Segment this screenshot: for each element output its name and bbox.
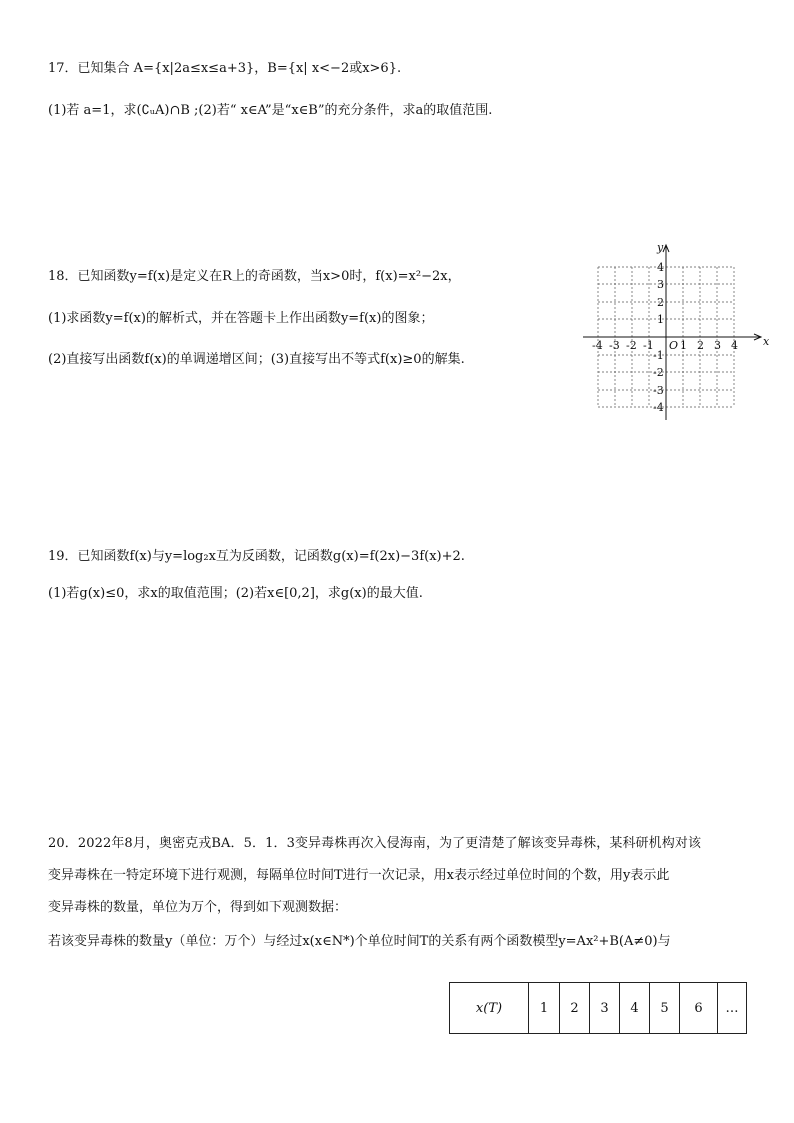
coordinate-grid: [580, 240, 770, 420]
q20-line3: 变异毒株的数量，单位为万个，得到如下观测数据：: [48, 900, 348, 915]
table-cell: 1: [529, 983, 560, 1034]
x-tick-label: -4: [592, 339, 603, 352]
x-tick-label: 1: [680, 339, 687, 352]
q20-line4: 若该变异毒株的数量y（单位：万个）与经过x(x∈N*)个单位时间T的关系有两个函数模型y=Ax²+B(A≠0)与: [48, 934, 671, 949]
y-tick-label: -2: [653, 366, 664, 379]
x-tick-label: -1: [643, 339, 654, 352]
y-tick-label: -1: [653, 349, 664, 362]
x-tick-label: 2: [697, 339, 704, 352]
q17-parts: (1)若 a=1，求(∁ᵤA)∩B ;(2)若“ x∈A”是“x∈B”的充分条件，求a的取值范围.: [48, 103, 493, 118]
table-row: [450, 983, 747, 1034]
y-tick-label: -3: [653, 384, 664, 397]
table-cell: 2: [560, 983, 590, 1034]
x-tick-label: 3: [714, 339, 721, 352]
x-tick-label: 4: [731, 339, 738, 352]
x-tick-label: -2: [626, 339, 637, 352]
x-tick-label: -3: [609, 339, 620, 352]
x-axis-label: x: [763, 335, 770, 348]
table-cell: 5: [650, 983, 680, 1034]
q19-parts: (1)若g(x)≤0，求x的取值范围；(2)若x∈[0,2]，求g(x)的最大值.: [48, 586, 423, 601]
y-tick-label: -4: [653, 401, 664, 414]
table-cell: 6: [680, 983, 718, 1034]
y-tick-label: 2: [657, 296, 664, 309]
y-tick-label: 3: [657, 278, 664, 291]
q19-stem: 19．已知函数f(x)与y=log₂x互为反函数，记函数g(x)=f(2x)−3f(x)+2.: [48, 549, 465, 564]
q18-part1: (1)求函数y=f(x)的解析式，并在答题卡上作出函数y=f(x)的图象；: [48, 311, 434, 326]
table-cell: 4: [620, 983, 650, 1034]
q20-line2: 变异毒株在一特定环境下进行观测，每隔单位时间T进行一次记录，用x表示经过单位时间的个数，用y表示此: [48, 868, 670, 883]
y-tick-label: 1: [657, 313, 664, 326]
table-header-cell: x(T): [450, 983, 529, 1034]
q17-stem: 17．已知集合 A={x|2a≤x≤a+3}，B={x| x<−2或x>6}.: [48, 61, 402, 76]
table-cell: 3: [590, 983, 620, 1034]
y-tick-label: 4: [657, 261, 664, 274]
table-cell: …: [718, 983, 747, 1034]
q20-line1: 20．2022年8月，奥密克戎BA．5．1．3变异毒株再次入侵海南，为了更清楚了解该变异毒株，某科研机构对该: [48, 836, 702, 851]
observation-table: [449, 982, 747, 1034]
y-axis-label: y: [657, 241, 664, 254]
q18-stem: 18．已知函数y=f(x)是定义在R上的奇函数，当x>0时，f(x)=x²−2x，: [48, 269, 461, 284]
q18-part2: (2)直接写出函数f(x)的单调递增区间；(3)直接写出不等式f(x)≥0的解集.: [48, 352, 465, 367]
origin-label: O: [669, 339, 679, 352]
